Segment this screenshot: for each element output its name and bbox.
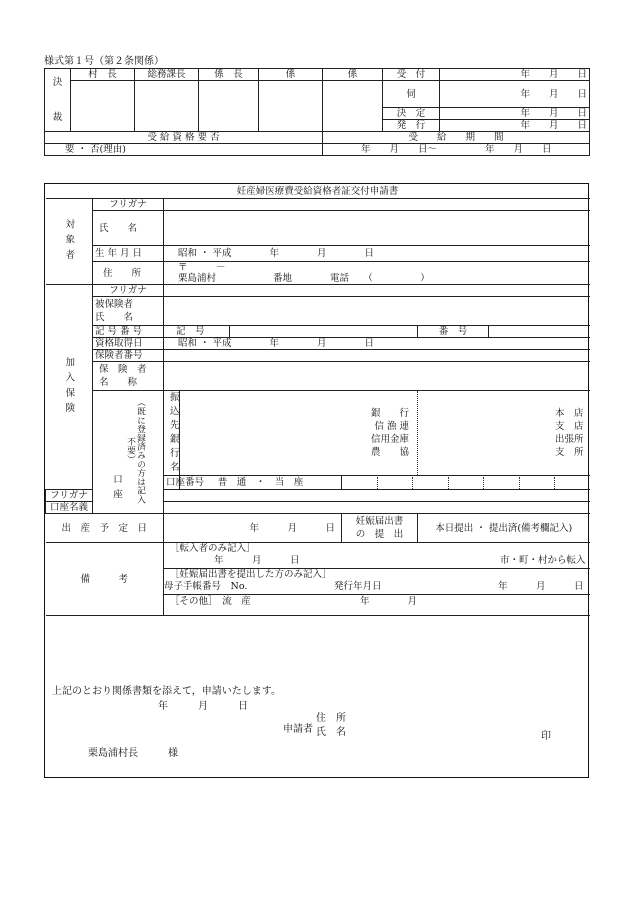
acquired-label: 資格取得日	[93, 338, 164, 350]
insurer-name-field[interactable]	[164, 362, 590, 391]
symbol-number-label: 記 号 番 号	[93, 326, 164, 338]
receipt-date: 年 月 日	[440, 69, 590, 81]
branch-name-field[interactable]	[418, 391, 590, 476]
subject-group-label: 対象者	[46, 199, 93, 285]
other-date[interactable]: 年 月	[360, 596, 418, 607]
due-date-label: 出 産 予 定 日	[46, 514, 164, 543]
name-field[interactable]	[164, 211, 590, 246]
role-header: 係	[259, 69, 323, 81]
applicant-address-label: 住 所	[316, 713, 346, 724]
pregnancy-report-label: 妊娠届出書 の 提 出	[342, 514, 418, 543]
period-value[interactable]: 年 月 日～ 年 月 日	[323, 144, 590, 156]
qualification-value[interactable]: 要 ・ 否(理由)	[45, 144, 323, 156]
furigana-label: フリガナ	[93, 199, 164, 211]
kessai-cell: 決 裁	[45, 69, 71, 132]
addressee: 栗島浦村長 様	[88, 748, 178, 759]
furigana-field[interactable]	[164, 199, 590, 211]
notes-field[interactable]	[164, 543, 590, 616]
number-label: 番 号	[418, 326, 489, 337]
postal-field[interactable]: 〒 －	[164, 262, 590, 274]
applicant-label: 申請者	[283, 724, 313, 735]
insured-name-label: 被保険者 氏 名	[93, 297, 164, 326]
handbook-number[interactable]: 母子手帳番号 No.	[164, 581, 248, 592]
decision-label: 決 定	[383, 108, 440, 120]
seal-mark: 印	[541, 731, 551, 742]
insured-furigana-label: フリガナ	[93, 285, 164, 297]
role-header: 総務課長	[135, 69, 199, 81]
bank-name-field[interactable]	[180, 391, 418, 476]
branch-type-list: 本 店 支 店 出張所 支 所	[555, 408, 584, 458]
account-group-label: 口座 （既に登録済みの方は記入不要）	[93, 391, 164, 514]
insurer-number-label: 保険者番号	[93, 350, 164, 362]
receipt-label: 受 付	[383, 69, 440, 81]
role-header: 係	[323, 69, 383, 81]
account-number-field[interactable]	[342, 476, 590, 490]
inquiry-label: 伺	[383, 81, 440, 108]
report-header: ［妊娠届出書を提出した方のみ記入］	[170, 569, 332, 580]
issue-label: 発 行	[383, 120, 440, 132]
applicant-fields	[316, 712, 346, 740]
holder-label: 口座名義	[46, 502, 93, 514]
transfer-from[interactable]: 市・町・村から転入	[500, 555, 586, 566]
stamp-box[interactable]	[199, 81, 259, 132]
applicant-name-label: 氏 名	[316, 727, 346, 738]
declaration-date[interactable]: 年 月 日	[158, 701, 248, 712]
acquired-field[interactable]: 昭和 ・ 平成 年 月 日	[164, 338, 590, 350]
transfer-date[interactable]: 年 月 日	[214, 555, 300, 566]
address-label: 住 所	[93, 262, 164, 285]
notes-label: 備 考	[46, 543, 164, 616]
birth-field[interactable]: 昭和 ・ 平成 年 月 日	[164, 246, 590, 262]
insurer-number-field[interactable]	[164, 350, 590, 362]
insured-name-field[interactable]	[164, 297, 590, 326]
qualification-header: 受 給 資 格 要 否	[45, 132, 323, 144]
role-header: 係 長	[199, 69, 259, 81]
issued-date[interactable]: 年 月 日	[498, 581, 584, 592]
application-table	[45, 184, 590, 616]
transfer-header: ［転入者のみ記入］	[170, 543, 256, 554]
due-date-field[interactable]: 年 月 日	[164, 514, 342, 543]
stamp-box[interactable]	[323, 81, 383, 132]
number-cell	[418, 326, 590, 338]
name-label: 氏 名	[93, 211, 164, 246]
account-type-field[interactable]: 普 通 ・ 当 座	[180, 476, 342, 490]
issue-date: 年 月 日	[440, 120, 590, 132]
other-miscarriage[interactable]: ［その他］ 流 産	[170, 596, 251, 607]
account-number-label: 口座番号	[164, 476, 180, 490]
declaration-text: 上記のとおり関係書類を添えて，申請いたします。	[52, 686, 281, 697]
issued-label: 発行年月日	[334, 581, 382, 592]
symbol-label: 記 号	[164, 326, 230, 338]
inquiry-date: 年 月 日	[440, 81, 590, 108]
form-number: 様式第１号（第２条関係）	[44, 56, 164, 67]
insurance-group-label: 加入保険	[46, 285, 93, 490]
pregnancy-report-field[interactable]: 本日提出 ・ 提出済(備考欄記入)	[418, 514, 590, 543]
bank-type-list: 銀 行 信 漁 連 信用金庫 農 協	[370, 408, 409, 458]
symbol-field[interactable]	[230, 326, 418, 338]
birth-label: 生 年 月 日	[93, 246, 164, 262]
form-title: 妊産婦医療費受給資格者証交付申請書	[46, 184, 590, 199]
approval-table	[44, 68, 590, 156]
insured-furigana-field[interactable]	[164, 285, 590, 297]
decision-date: 年 月 日	[440, 108, 590, 120]
insurer-name-label: 保 険 者 名 称	[93, 362, 164, 391]
period-header: 受 給 期 間	[323, 132, 590, 144]
holder-furigana-field[interactable]	[164, 490, 590, 502]
stamp-box[interactable]	[71, 81, 135, 132]
stamp-box[interactable]	[259, 81, 323, 132]
holder-field[interactable]	[164, 502, 590, 514]
address-field[interactable]: 栗島浦村 番地 電話 （ ）	[164, 273, 590, 285]
bank-label: 振 込 先 銀 行 名	[164, 391, 180, 476]
holder-furigana-label: フリガナ	[46, 490, 93, 502]
role-header: 村 長	[71, 69, 135, 81]
stamp-box[interactable]	[135, 81, 199, 132]
